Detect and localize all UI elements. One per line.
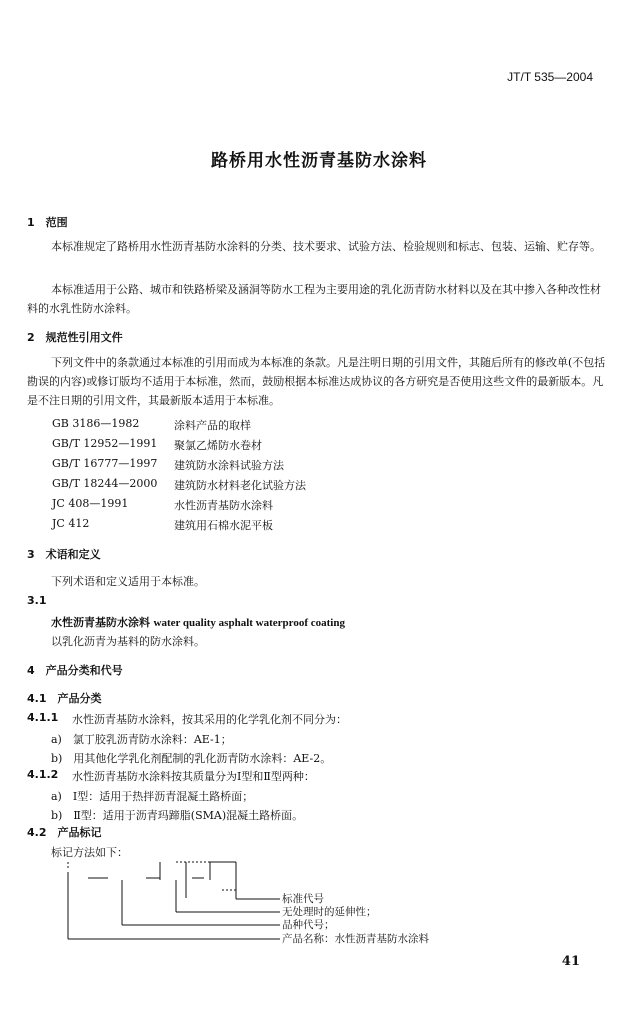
reference-code: GB 3186—1982 — [52, 417, 140, 430]
section-1-heading: 1 范围 — [27, 216, 68, 229]
reference-code: JC 412 — [52, 517, 90, 530]
clause-4-1-1-text: 水性沥青基防水涂料，按其采用的化学乳化剂不同分为： — [72, 713, 347, 726]
page-title: 路桥用水性沥青基防水涂料 — [211, 151, 427, 171]
clause-4-1-2-text: 水性沥青基防水涂料按其质量分为Ⅰ型和Ⅱ型两种： — [72, 770, 315, 783]
diagram-label-variety-code: 品种代号； — [282, 919, 335, 931]
reference-title: 聚氯乙烯防水卷材 — [174, 439, 262, 452]
page-number: 41 — [561, 954, 580, 969]
list-item: b) Ⅱ型：适用于沥青玛蹄脂(SMA)混凝土路桥面。 — [51, 809, 304, 822]
reference-title: 建筑防水材料老化试验方法 — [174, 479, 306, 492]
diagram-label-elongation: 无处理时的延伸性； — [282, 906, 377, 918]
section-2-heading: 2 规范性引用文件 — [27, 331, 123, 344]
reference-code: GB/T 18244—2000 — [52, 477, 158, 490]
term-definition: 以乳化沥青为基料的防水涂料。 — [51, 635, 205, 648]
section-4-1-heading: 4.1 产品分类 — [27, 692, 102, 705]
section-4-2-heading: 4.2 产品标记 — [27, 826, 102, 839]
term-chinese: 水性沥青基防水涂料 — [51, 616, 150, 629]
section-4-heading: 4 产品分类和代号 — [27, 664, 123, 677]
clause-number: 4.1.2 — [27, 768, 59, 781]
reference-code: GB/T 12952—1991 — [52, 437, 158, 450]
section-2-paragraph: 下列文件中的条款通过本标准的引用而成为本标准的条款。凡是注明日期的引用文件，其随后所有的修改单(不包括勘误的内容)或修订版均不适用于本标准，然而，鼓励根据本标准达成协议的各方研究是否使用这些文件的最新版本。凡是不注日期的引用文件，其最新版本适用于本标准。 — [27, 356, 606, 407]
section-3-heading: 3 术语和定义 — [27, 548, 101, 561]
term-number: 3.1 — [27, 594, 47, 607]
reference-code: JC 408—1991 — [52, 497, 129, 510]
clause-number: 4.1.1 — [27, 711, 59, 724]
list-item: a) Ⅰ型：适用于热拌沥青混凝土路桥面； — [51, 790, 254, 803]
list-item: b) 用其他化学乳化剂配制的乳化沥青防水涂料：AE-2。 — [51, 752, 332, 765]
term-english: water quality asphalt waterproof coating — [153, 617, 345, 629]
standard-number: JT/T 535—2004 — [507, 70, 593, 84]
reference-title: 建筑用石棉水泥平板 — [174, 519, 273, 532]
list-item: a) 氯丁胶乳沥青防水涂料：AE-1； — [51, 733, 232, 746]
section-1-paragraph-1: 本标准规定了路桥用水性沥青基防水涂料的分类、技术要求、试验方法、检验规则和标志、包装、运输、贮存等。 — [51, 240, 601, 253]
term-entry — [51, 614, 345, 630]
reference-title: 涂料产品的取样 — [174, 419, 251, 432]
diagram-label-product-name: 产品名称：水性沥青基防水涂料 — [282, 933, 429, 945]
section-3-intro: 下列术语和定义适用于本标准。 — [51, 575, 205, 588]
reference-title: 建筑防水涂料试验方法 — [174, 459, 284, 472]
section-1-paragraph-2: 本标准适用于公路、城市和铁路桥梁及涵洞等防水工程为主要用途的乳化沥青防水材料以及在其中掺入各种改性材料的水乳性防水涂料。 — [27, 283, 601, 315]
diagram-label-standard-code: 标准代号 — [282, 893, 324, 905]
reference-code: GB/T 16777—1997 — [52, 457, 158, 470]
reference-title: 水性沥青基防水涂料 — [174, 499, 273, 512]
marking-intro: 标记方法如下： — [51, 846, 128, 859]
